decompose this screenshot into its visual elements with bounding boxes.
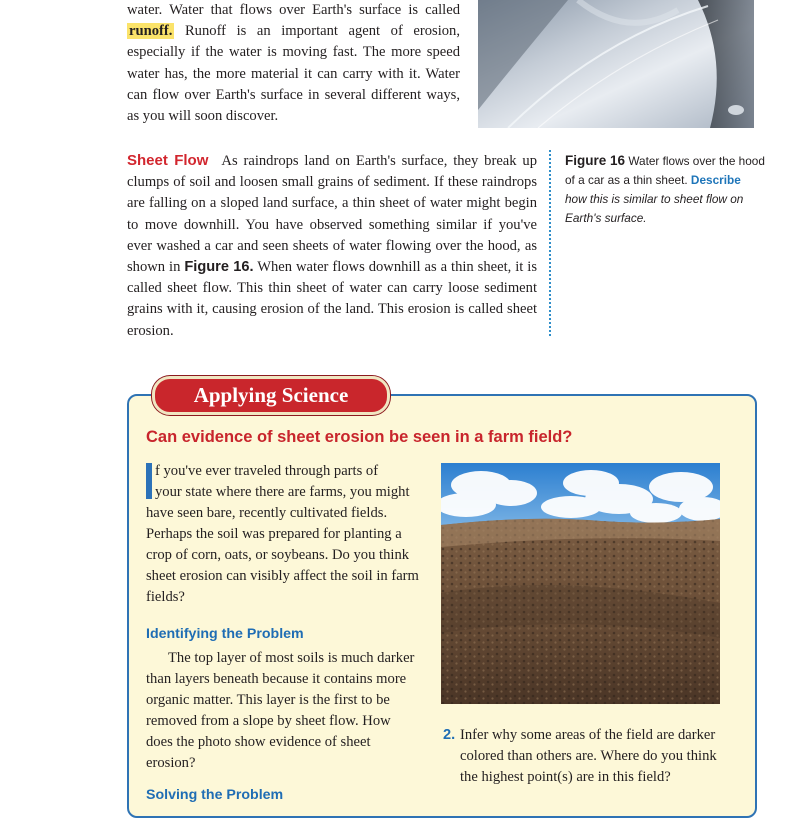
sheet-flow-heading: Sheet Flow — [127, 152, 209, 169]
figure-16-reference: Figure 16. — [184, 259, 254, 276]
applying-science-question: Can evidence of sheet erosion be seen in a farm field? — [146, 428, 573, 446]
describe-prompt-text: how this is similar to sheet flow on Earth's surface. — [565, 192, 744, 225]
farm-intro-rest: might have seen bare, recently cultivated fields. Perhaps the soil was prepared for planting a crop of corn, oats, or soybeans. Do you think sheet erosion can visibly affect the soil in farm fields? — [146, 484, 419, 605]
farm-intro-line-2: your state where there are farms, you — [155, 484, 372, 500]
identifying-problem-text: The top layer of most soils is much darker than layers beneath because it contains more organic matter. This layer is the first to be removed from a slope by sheet flow. How does the photo show evidence of sheet erosion? — [146, 650, 415, 771]
farm-intro-line-1: f you've ever traveled through parts of — [155, 463, 379, 479]
sheet-flow-paragraph — [127, 150, 537, 342]
caption-divider — [549, 150, 551, 336]
identifying-problem-heading: Identifying the Problem — [146, 626, 304, 642]
sheet-flow-text-2: When water flows downhill as a thin sheet, it is called sheet flow. This thin sheet of water can carry loose sediment grains with it, causing erosion of the land. This erosion is called sheet erosion. — [127, 259, 538, 339]
figure-16-label: Figure 16 — [565, 153, 626, 168]
farm-field-photo — [441, 463, 720, 704]
runoff-text-after: Runoff is an important agent of erosion, especially if the water is moving fast. The more speed water has, the more material it can carry with it. Water can flow over Earth's surface in several different ways, as you will soon discover. — [127, 23, 460, 125]
runoff-keyword: runoff. — [129, 23, 173, 40]
runoff-text-before: water. Water that flows over Earth's surface is called — [127, 2, 460, 18]
applying-science-tab: Applying Science — [152, 376, 390, 415]
farm-field-illustration — [441, 463, 720, 704]
car-hood-photo — [478, 0, 754, 128]
farm-intro-paragraph — [146, 461, 419, 608]
question-2-number: 2. — [443, 727, 456, 743]
figure-16-caption-text: Water flows over the hood of a car as a thin sheet. — [565, 154, 765, 187]
figure-16-caption — [565, 151, 765, 228]
solving-problem-heading: Solving the Problem — [146, 787, 284, 803]
runoff-paragraph — [127, 0, 460, 127]
question-2-text: Infer why some areas of the field are darker colored than others are. Where do you think the highest point(s) are in this field? — [460, 727, 717, 785]
question-2 — [443, 725, 728, 788]
describe-keyword: Describe — [690, 173, 741, 187]
sheet-flow-text-1: As raindrops land on Earth's surface, they break up clumps of soil and loosen small grains of sediment. If these raindrops are falling on a sloped land surface, a thin sheet of water might begin to move downhill. You have observed something similar if you've ever washed a car and seen sheets of water flowing over the hood, as shown in — [127, 153, 538, 276]
car-hood-illustration — [478, 0, 754, 128]
